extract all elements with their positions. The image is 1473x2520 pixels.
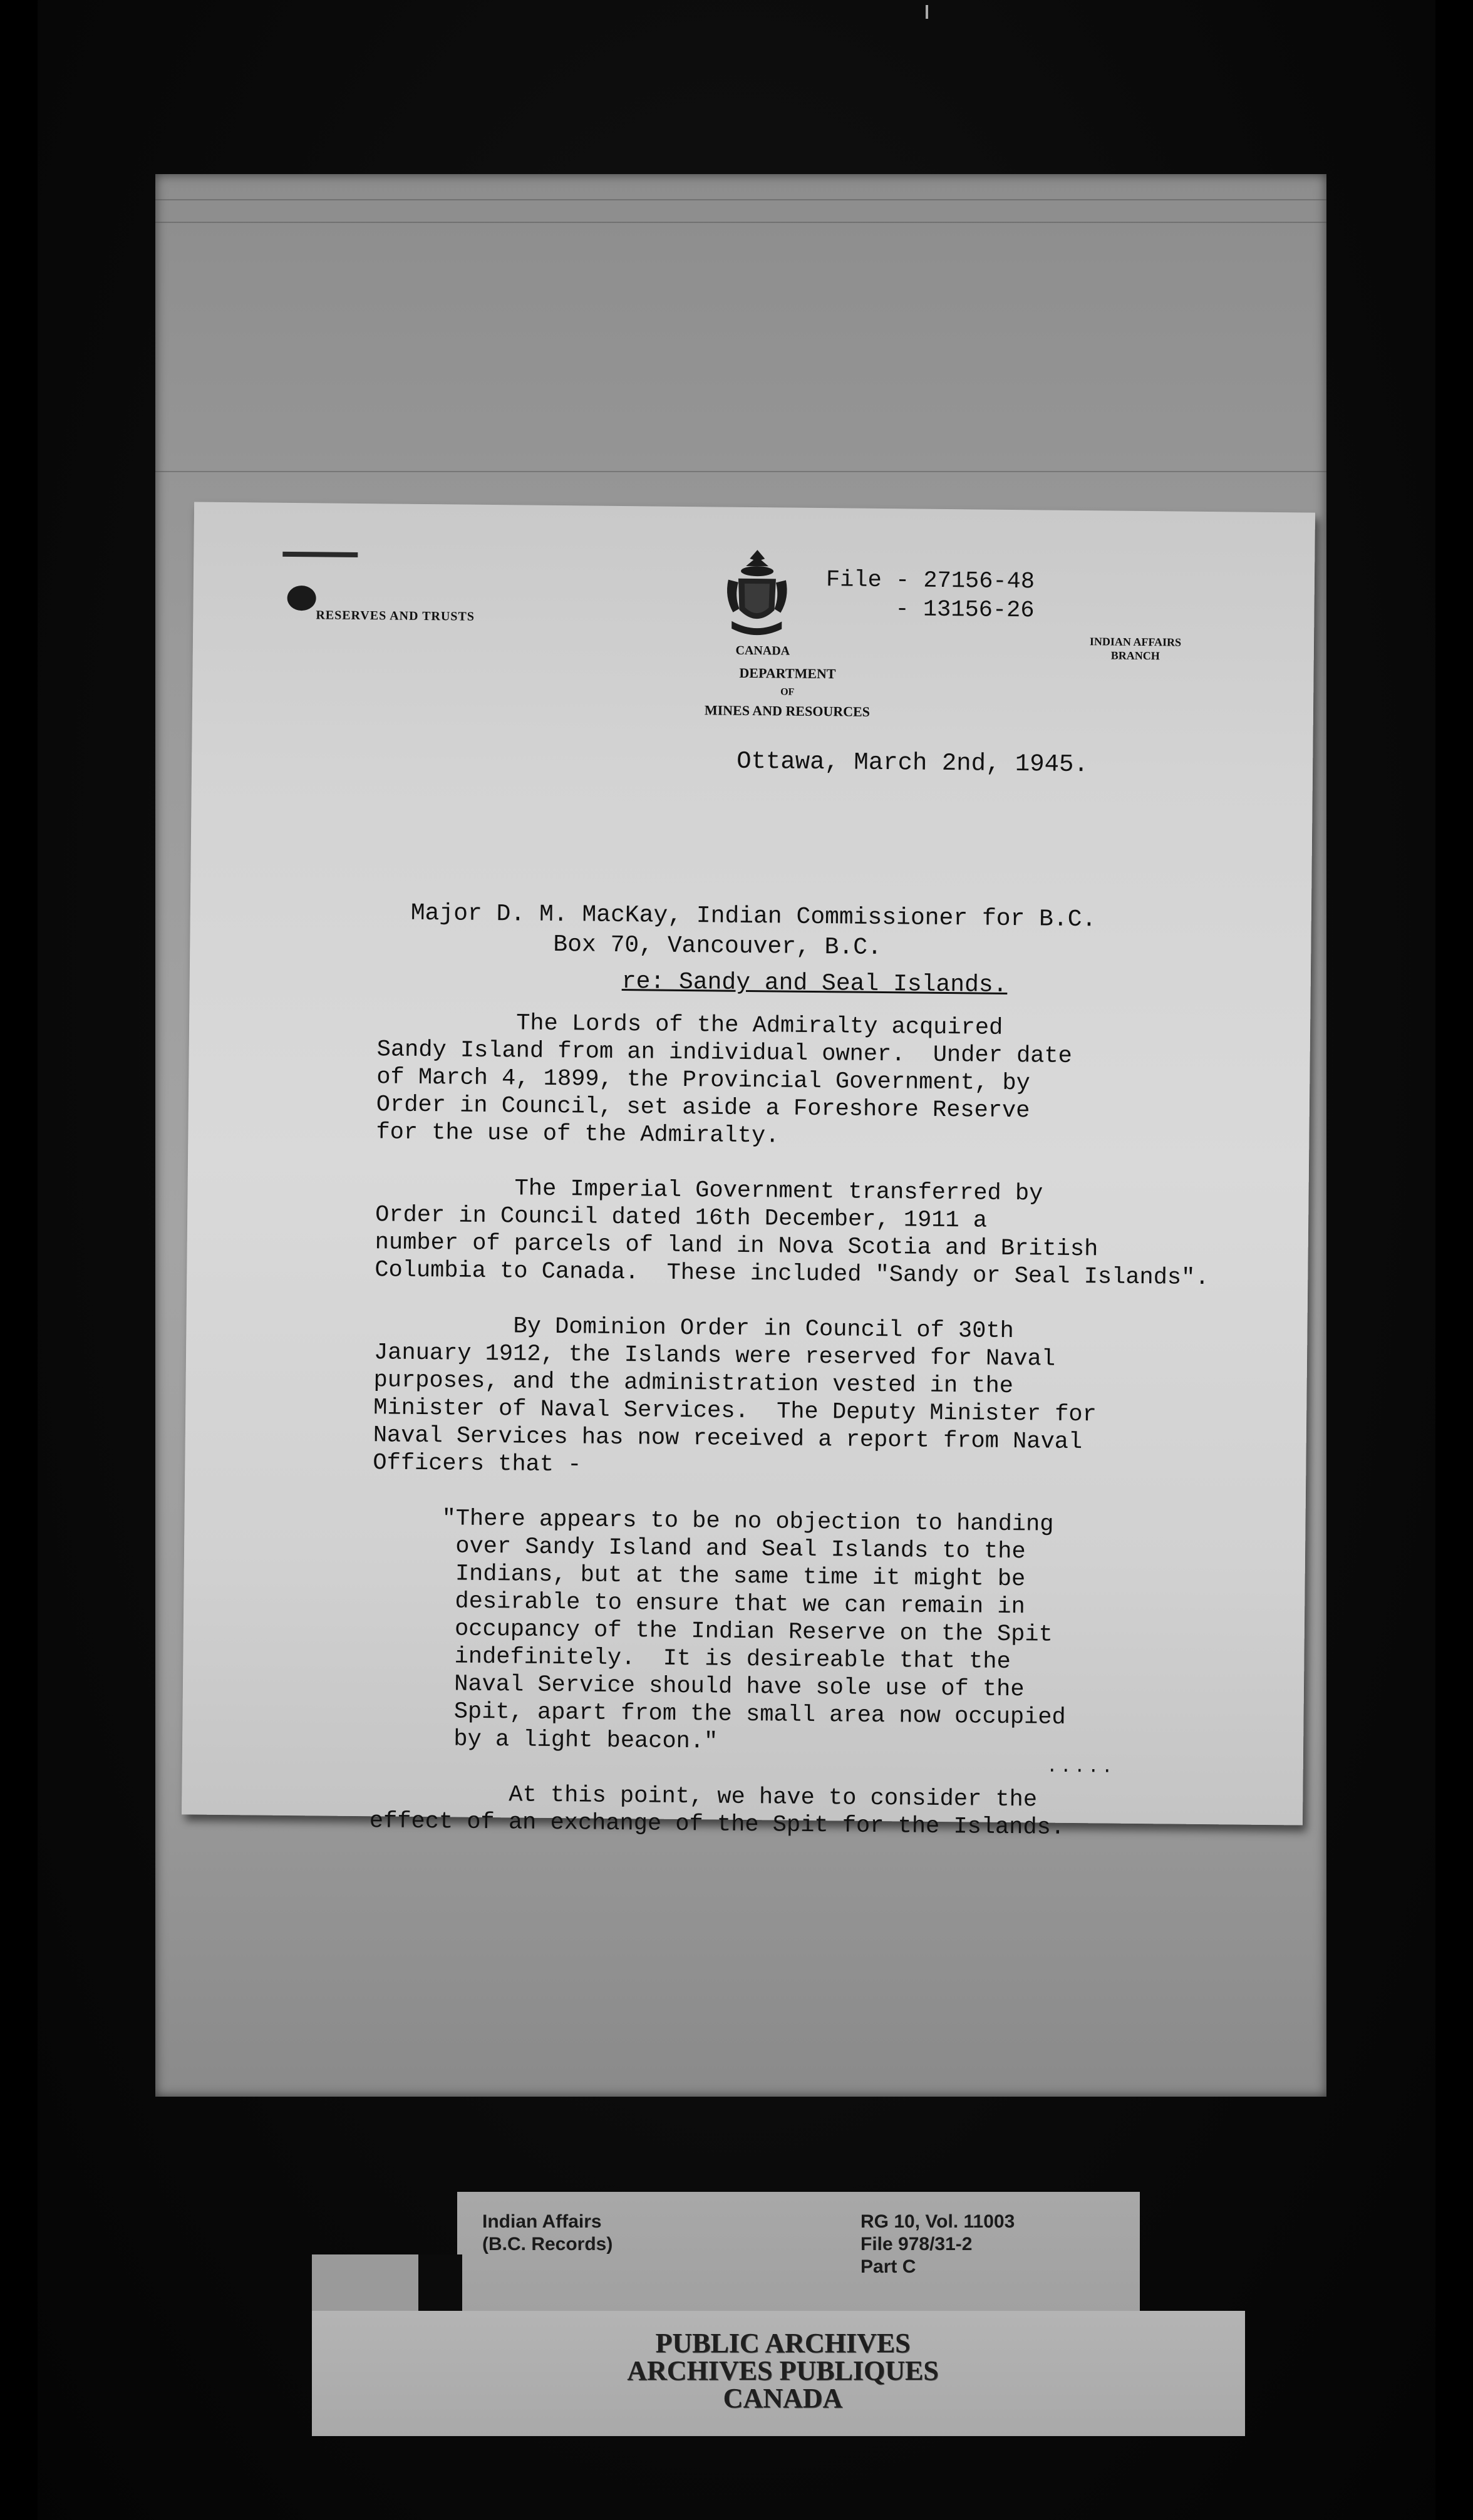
branch-line1: INDIAN AFFAIRS xyxy=(1089,635,1182,649)
ruled-line xyxy=(155,222,1326,223)
ruled-line xyxy=(155,471,1326,472)
country-label: CANADA xyxy=(735,643,790,658)
archive-reference: RG 10, Vol. 11003 File 978/31-2 Part C xyxy=(861,2211,1015,2277)
coat-of-arms-icon xyxy=(719,547,795,642)
addressee-block: Major D. M. MacKay, Indian Commissioner for B.C. Box 70, Vancouver, B.C. xyxy=(410,899,1097,962)
letter-page xyxy=(182,502,1315,1841)
file-numbers: File - 27156-48 - 13156-26 xyxy=(825,567,1035,624)
public-archives-stamp xyxy=(564,2330,1002,2412)
continuation-mark: ..... xyxy=(1046,1756,1115,1779)
letter-body: The Lords of the Admiralty acquired Sandy Island from an individual owner. Under date of March 4, 1899, the Provincial Government, by Order in Council, set aside a Foreshore Reserve for the use of the Admiralty. The Imperial Government transferred by Order in Council dated 16th December, 1911 a number of parcels of land in Nova Scotia and British Columbia to Canada. These included "Sandy or Seal Islands". By Dominion Order in Council of 30th January 1912, the Islands were reserved for Naval purposes, and the administration vested in the Minister of Naval Services. The Deputy Minister for Naval Services has now received a report from Naval Officers that - "There appears to be no objection to handing over Sandy Island and Seal Islands to the Indians, but at the same time it might be desirable to ensure that we can remain in occupancy of the Indian Reserve on the Spit indefinitely. It is desireable that the Naval Service should have sole use of the Spit, apart from the small area now occupied by a light beacon." At this point, we have to consider the effect of an exchange of the Spit for the Islands. xyxy=(369,1009,1209,1841)
film-edge-left xyxy=(0,0,38,2520)
stamp-line1: PUBLIC ARCHIVES xyxy=(655,2328,911,2358)
department-of: OF xyxy=(780,686,795,698)
film-tick-mark xyxy=(926,5,928,19)
letter-date: Ottawa, March 2nd, 1945. xyxy=(736,747,1089,779)
ruled-line xyxy=(155,199,1326,200)
ink-blot xyxy=(287,586,316,611)
department-heading xyxy=(618,663,957,722)
film-edge-right xyxy=(1435,0,1473,2520)
archive-collection: Indian Affairs (B.C. Records) xyxy=(482,2211,613,2254)
subject-line: re: Sandy and Seal Islands. xyxy=(621,968,1008,999)
stamp-line2: ARCHIVES PUBLIQUES xyxy=(627,2355,939,2386)
department-line2: MINES AND RESOURCES xyxy=(704,702,871,720)
department-line1: DEPARTMENT xyxy=(739,664,836,682)
reserves-and-trusts-label: RESERVES AND TRUSTS xyxy=(316,608,475,624)
archive-label-notch xyxy=(418,2254,462,2312)
stamp-line3: CANADA xyxy=(723,2383,843,2414)
branch-heading xyxy=(1076,634,1195,663)
branch-line2: BRANCH xyxy=(1110,649,1160,663)
corner-mark xyxy=(282,552,358,557)
